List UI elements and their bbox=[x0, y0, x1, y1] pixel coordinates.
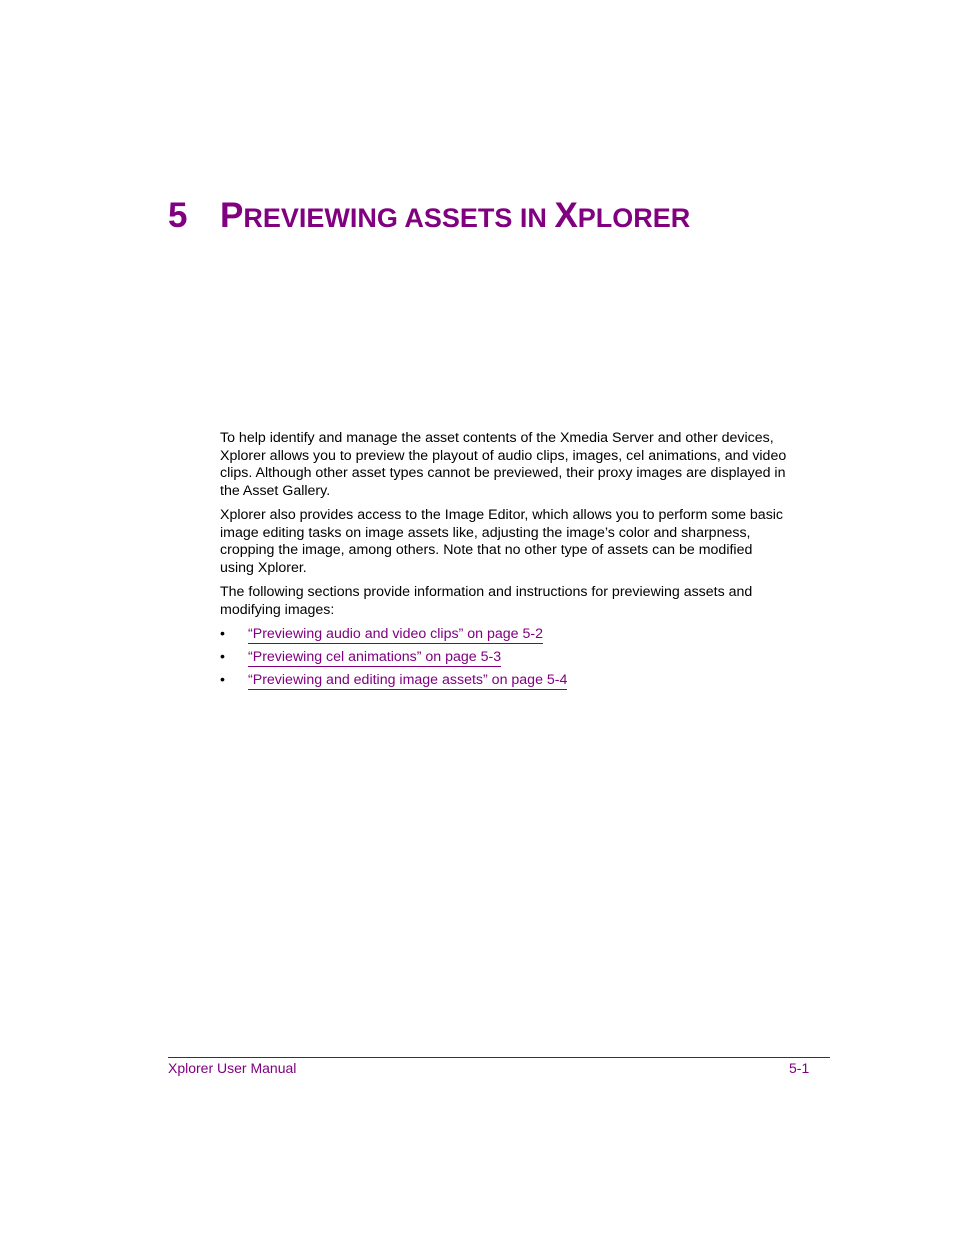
list-item bbox=[220, 672, 790, 689]
footer-divider bbox=[168, 1057, 830, 1058]
list-item bbox=[220, 649, 790, 666]
chapter-title: PREVIEWING ASSETS IN XPLORER bbox=[220, 196, 691, 235]
link-previewing-audio-video[interactable]: “Previewing audio and video clips” on page 5-2 bbox=[248, 626, 543, 642]
link-previewing-cel-animations[interactable]: “Previewing cel animations” on page 5-3 bbox=[248, 649, 502, 665]
list-item bbox=[220, 626, 790, 643]
bullet: • bbox=[220, 649, 225, 665]
footer-page-number: 5-1 bbox=[789, 1060, 810, 1076]
section-link-list bbox=[220, 626, 790, 689]
link-previewing-editing-images[interactable]: “Previewing and editing image assets” on page 5-4 bbox=[248, 672, 568, 688]
paragraph-image-editor: Xplorer also provides access to the Image Editor, which allows you to perform some basic image editing tasks on image assets like, adjusting the image’s color and sharpness, cropping the image, among others. Note that no other type of assets can be modified using Xplorer. bbox=[220, 507, 784, 576]
chapter-number: 5 bbox=[168, 196, 188, 235]
bullet: • bbox=[220, 626, 225, 642]
body-text bbox=[220, 430, 790, 695]
footer-manual-title: Xplorer User Manual bbox=[168, 1060, 297, 1076]
paragraph-intro: To help identify and manage the asset contents of the Xmedia Server and other devices, Xplorer allows you to preview the playout of audio clips, images, cel animations, and video clips. Although other asset types cannot be previewed, their proxy images are displayed in the Asset Gallery. bbox=[220, 430, 787, 499]
paragraph-sections: The following sections provide information and instructions for previewing assets and modifying images: bbox=[220, 584, 753, 618]
chapter-heading bbox=[168, 190, 690, 244]
bullet: • bbox=[220, 672, 225, 688]
